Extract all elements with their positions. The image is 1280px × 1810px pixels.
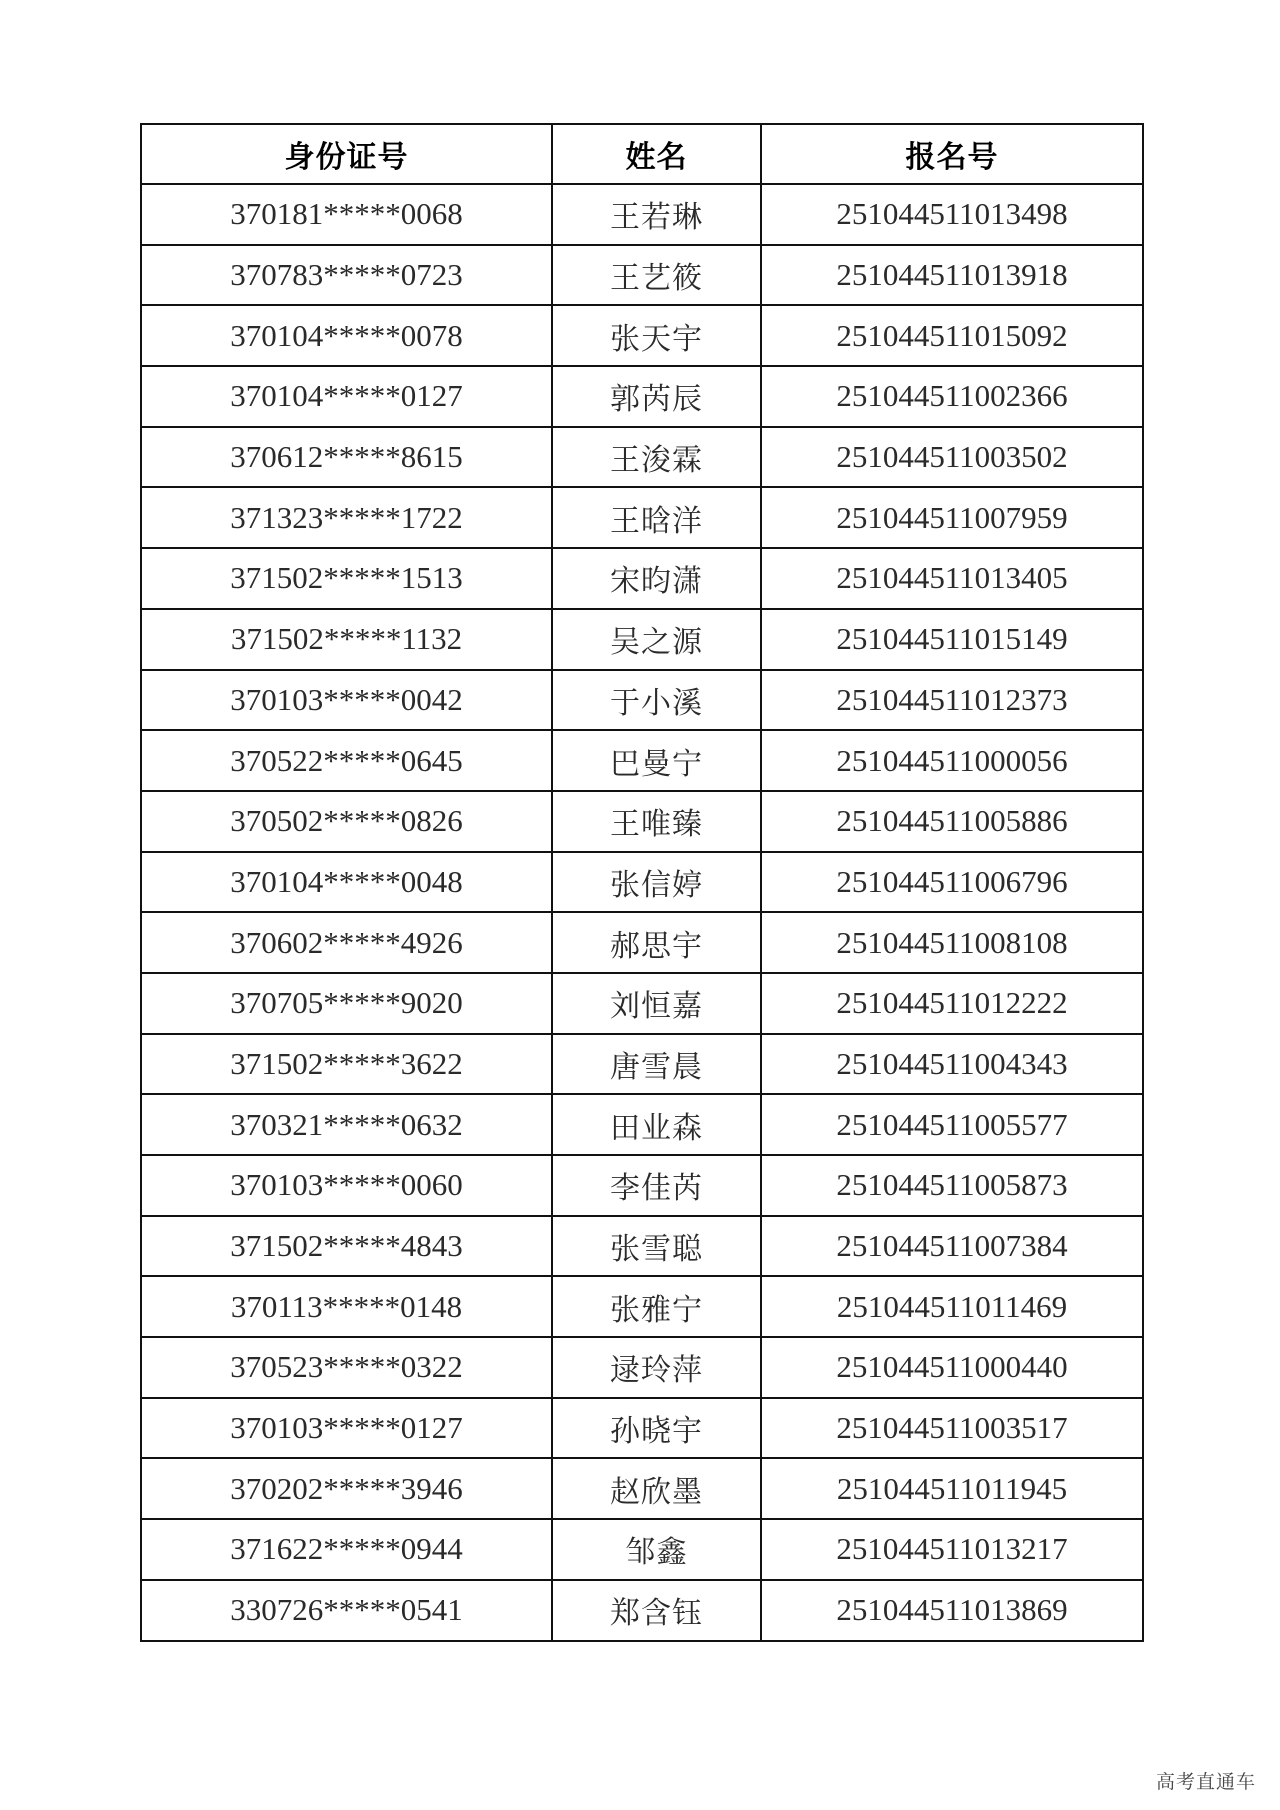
header-row — [141, 124, 1143, 184]
cell-registration-number: 251044511011469 — [761, 1276, 1143, 1337]
cell-name: 张雅宁 — [552, 1276, 761, 1337]
cell-id-number: 370103*****0042 — [141, 670, 552, 731]
table-row — [141, 184, 1143, 245]
cell-name: 张天宇 — [552, 305, 761, 366]
cell-registration-number: 251044511007959 — [761, 487, 1143, 548]
cell-id-number: 370104*****0127 — [141, 366, 552, 427]
cell-registration-number: 251044511000440 — [761, 1337, 1143, 1398]
cell-name: 田业森 — [552, 1094, 761, 1155]
cell-registration-number: 251044511011945 — [761, 1458, 1143, 1519]
table-row — [141, 1580, 1143, 1641]
table-body — [141, 184, 1143, 1641]
cell-name: 王唯臻 — [552, 791, 761, 852]
cell-name: 王浚霖 — [552, 427, 761, 488]
header-name: 姓名 — [552, 124, 761, 184]
table-row — [141, 1337, 1143, 1398]
cell-id-number: 371502*****1513 — [141, 548, 552, 609]
cell-registration-number: 251044511013918 — [761, 245, 1143, 306]
cell-registration-number: 251044511005577 — [761, 1094, 1143, 1155]
cell-id-number: 370705*****9020 — [141, 973, 552, 1034]
table-row — [141, 1398, 1143, 1459]
table-row — [141, 1276, 1143, 1337]
table-row — [141, 1034, 1143, 1095]
cell-id-number: 371502*****3622 — [141, 1034, 552, 1095]
table-row — [141, 548, 1143, 609]
cell-name: 王若琳 — [552, 184, 761, 245]
cell-id-number: 371502*****1132 — [141, 609, 552, 670]
cell-id-number: 370181*****0068 — [141, 184, 552, 245]
cell-id-number: 370522*****0645 — [141, 730, 552, 791]
cell-registration-number: 251044511004343 — [761, 1034, 1143, 1095]
cell-id-number: 330726*****0541 — [141, 1580, 552, 1641]
cell-name: 王晗洋 — [552, 487, 761, 548]
table-row — [141, 1458, 1143, 1519]
roster-table — [140, 123, 1144, 1642]
cell-id-number: 370502*****0826 — [141, 791, 552, 852]
cell-name: 孙晓宇 — [552, 1398, 761, 1459]
cell-name: 吴之源 — [552, 609, 761, 670]
cell-id-number: 370612*****8615 — [141, 427, 552, 488]
cell-registration-number: 251044511007384 — [761, 1216, 1143, 1277]
cell-registration-number: 251044511000056 — [761, 730, 1143, 791]
table-row — [141, 912, 1143, 973]
cell-registration-number: 251044511003502 — [761, 427, 1143, 488]
cell-registration-number: 251044511013217 — [761, 1519, 1143, 1580]
cell-id-number: 370104*****0048 — [141, 852, 552, 913]
cell-registration-number: 251044511008108 — [761, 912, 1143, 973]
header-registration-number: 报名号 — [761, 124, 1143, 184]
table-row — [141, 1519, 1143, 1580]
cell-registration-number: 251044511013405 — [761, 548, 1143, 609]
cell-name: 巴曼宁 — [552, 730, 761, 791]
cell-id-number: 370783*****0723 — [141, 245, 552, 306]
table-row — [141, 305, 1143, 366]
cell-registration-number: 251044511006796 — [761, 852, 1143, 913]
table-row — [141, 852, 1143, 913]
cell-name: 逯玲萍 — [552, 1337, 761, 1398]
table-row — [141, 730, 1143, 791]
cell-id-number: 371502*****4843 — [141, 1216, 552, 1277]
table-row — [141, 609, 1143, 670]
cell-id-number: 370602*****4926 — [141, 912, 552, 973]
cell-id-number: 370321*****0632 — [141, 1094, 552, 1155]
table-row — [141, 487, 1143, 548]
table-row — [141, 973, 1143, 1034]
cell-registration-number: 251044511005886 — [761, 791, 1143, 852]
cell-id-number: 370103*****0127 — [141, 1398, 552, 1459]
cell-name: 唐雪晨 — [552, 1034, 761, 1095]
cell-name: 赵欣墨 — [552, 1458, 761, 1519]
table-row — [141, 1216, 1143, 1277]
cell-registration-number: 251044511015149 — [761, 609, 1143, 670]
cell-registration-number: 251044511003517 — [761, 1398, 1143, 1459]
cell-id-number: 370523*****0322 — [141, 1337, 552, 1398]
cell-name: 王艺筱 — [552, 245, 761, 306]
cell-id-number: 371323*****1722 — [141, 487, 552, 548]
cell-name: 郭芮辰 — [552, 366, 761, 427]
cell-registration-number: 251044511015092 — [761, 305, 1143, 366]
table-row — [141, 791, 1143, 852]
cell-registration-number: 251044511013498 — [761, 184, 1143, 245]
table-row — [141, 427, 1143, 488]
cell-id-number: 370202*****3946 — [141, 1458, 552, 1519]
cell-id-number: 370113*****0148 — [141, 1276, 552, 1337]
header-id-number: 身份证号 — [141, 124, 552, 184]
cell-name: 张雪聪 — [552, 1216, 761, 1277]
cell-name: 张信婷 — [552, 852, 761, 913]
cell-registration-number: 251044511012222 — [761, 973, 1143, 1034]
cell-registration-number: 251044511002366 — [761, 366, 1143, 427]
table-row — [141, 670, 1143, 731]
table-row — [141, 245, 1143, 306]
cell-name: 郑含钰 — [552, 1580, 761, 1641]
table-row — [141, 366, 1143, 427]
cell-registration-number: 251044511005873 — [761, 1155, 1143, 1216]
cell-id-number: 371622*****0944 — [141, 1519, 552, 1580]
cell-name: 宋昀潇 — [552, 548, 761, 609]
cell-name: 刘恒嘉 — [552, 973, 761, 1034]
cell-name: 于小溪 — [552, 670, 761, 731]
cell-id-number: 370104*****0078 — [141, 305, 552, 366]
cell-registration-number: 251044511012373 — [761, 670, 1143, 731]
cell-name: 李佳芮 — [552, 1155, 761, 1216]
table-row — [141, 1155, 1143, 1216]
cell-registration-number: 251044511013869 — [761, 1580, 1143, 1641]
cell-name: 邹鑫 — [552, 1519, 761, 1580]
table-row — [141, 1094, 1143, 1155]
cell-id-number: 370103*****0060 — [141, 1155, 552, 1216]
cell-name: 郝思宇 — [552, 912, 761, 973]
table-header — [141, 124, 1143, 184]
watermark-text: 高考直通车 — [1155, 1771, 1256, 1793]
